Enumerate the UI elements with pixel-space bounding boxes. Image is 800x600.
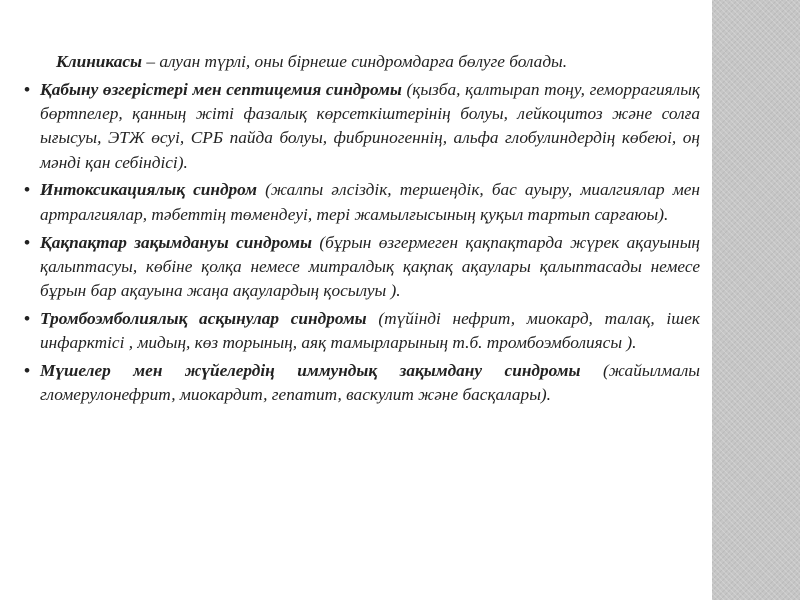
bullet-item-valve-damage xyxy=(24,231,700,304)
bullet-text: (бұрын өзгермеген қақпақтарда жүрек ақауының қалыптасуы, көбіне қолқа немесе митралдық қақпақ ақаулары қалыптасады немесе бұрын бар ақауына жаңа ақаулардың қосылуы ). xyxy=(40,232,700,301)
bullet-heading: Тромбоэмболиялық асқынулар синдромы xyxy=(40,308,367,328)
bullet-text: (жалпы әлсіздік, тершеңдік, бас ауыру, миалгиялар мен артралгиялар, тәбеттің төмендеуі, тері жамылғысының қуқыл тартып сарғаюы). xyxy=(40,180,700,224)
bullet-marker: • xyxy=(24,79,31,99)
bullet-item-intoxication xyxy=(24,178,700,227)
bullet-marker: • xyxy=(24,180,31,200)
bullet-heading: Мүшелер мен жүйелердің иммундық зақымдану синдромы xyxy=(40,361,581,381)
bullet-item-inflammation xyxy=(24,78,700,175)
bullet-marker: • xyxy=(24,232,31,252)
intro-paragraph xyxy=(24,50,700,74)
intro-lead: Клиникасы xyxy=(56,52,143,71)
bullet-item-immune-damage xyxy=(24,359,700,408)
bullet-text: (қызба, қалтырап тоңу, геморрагиялық бөртпелер, қанның жіті фазалық көрсеткіштерінің болуы, лейкоцитоз және солға ығысуы, ЭТЖ өсуі, СРБ пайда болуы, фибриногеннің, альфа глобулиндердің көбеюі, оң мәнді қан себіндісі). xyxy=(40,79,700,172)
bullet-marker: • xyxy=(24,308,31,328)
bullet-item-thromboembolic xyxy=(24,307,700,356)
bullet-marker: • xyxy=(24,361,31,381)
decorative-side-stripe xyxy=(712,0,800,600)
bullet-text: (түйінді нефрит, миокард, талақ, ішек инфарктісі , мидың, көз торының, аяқ тамырларының т.б. тромбоэмболиясы ). xyxy=(40,308,700,353)
intro-text: – алуан түрлі, оны бірнеше синдромдарға бөлуге болады. xyxy=(142,52,568,71)
bullet-heading: Қақпақтар зақымдануы синдромы xyxy=(40,232,312,252)
bullet-heading: Қабыну өзгерістері мен септицемия синдромы xyxy=(40,79,402,99)
slide-text-body xyxy=(24,50,700,411)
bullet-heading: Интоксикациялық синдром xyxy=(40,180,257,200)
bullet-text: (жайылмалы гломерулонефрит, миокардит, гепатит, васкулит және басқалары). xyxy=(40,361,700,405)
